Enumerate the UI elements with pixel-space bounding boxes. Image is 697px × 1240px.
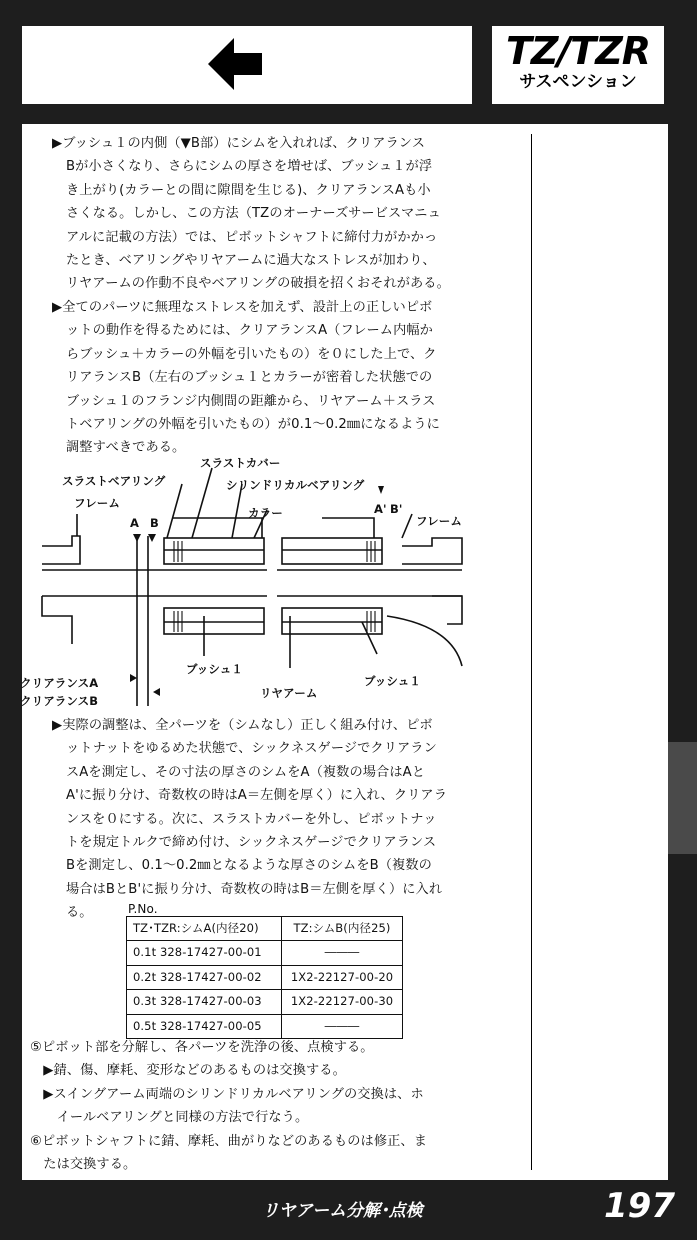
- text-line: ンスを０にする。次に、スラストカバーを外し、ピボットナッ: [66, 811, 437, 827]
- text-line: ットナットをゆるめた状態で、シックネスゲージでクリアラン: [66, 741, 437, 757]
- table-header: TZ･TZR:シムA(内径20): [127, 917, 282, 941]
- text-line: リアランスB（左右のブッシュ１とカラーが密着した状態での: [66, 370, 433, 386]
- logo-title: TZ/TZR: [505, 29, 651, 73]
- label-rear-arm: リヤアーム: [260, 686, 318, 700]
- table-row: [127, 990, 403, 1014]
- table-cell: ―――: [282, 941, 403, 965]
- table-cell: 0.3t 328-17427-00-03: [127, 990, 282, 1014]
- text-line: さくなる。しかし、この方法（TZのオーナーズサービスマニュ: [66, 206, 441, 222]
- table-row: [127, 965, 403, 989]
- text-line: ⑤ピボット部を分解し、各パーツを洗浄の後、点検する。: [30, 1040, 374, 1055]
- text-line: トを規定トルクで締め付け、シックネスゲージでクリアランス: [66, 835, 437, 851]
- paragraph-1: [52, 132, 450, 296]
- label-a: A: [130, 516, 140, 530]
- text-line: る。: [66, 905, 93, 921]
- left-arrow-icon[interactable]: [208, 38, 264, 90]
- label-clearance-b: クリアランスB: [20, 694, 99, 708]
- label-frame-left: フレーム: [74, 496, 120, 510]
- label-bush-left: ブッシュ１: [186, 662, 243, 676]
- text-line: 調整すべきである。: [66, 440, 186, 456]
- text-line: ▶実際の調整は、全パーツを（シムなし）正しく組み付け、ピボ: [52, 718, 433, 733]
- label-a-prime: A': [374, 502, 387, 516]
- paragraph-3: [52, 714, 447, 925]
- paragraph-4: [30, 1036, 427, 1176]
- column-rule: [531, 134, 532, 1170]
- text-line: アルに記載の方法）では、ピボットシャフトに締付力がかかっ: [66, 229, 438, 245]
- text-line: リヤアームの作動不良やベアリングの破損を招くおそれがある。: [66, 276, 450, 292]
- text-line: ▶全てのパーツに無理なストレスを加えず、設計上の正しいピボ: [52, 300, 433, 315]
- label-cylindrical-bearing: シリンドリカルベアリング: [226, 478, 365, 492]
- pivot-diagram: [22, 446, 522, 706]
- text-line: ⑥ピボットシャフトに錆、摩耗、曲がりなどのあるものは修正、ま: [30, 1133, 427, 1149]
- text-line: ットの動作を得るためには、クリアランスA（フレーム内幅か: [66, 323, 433, 339]
- footer-section-title: リヤアーム分解･点検: [262, 1201, 423, 1221]
- side-index-tab[interactable]: [667, 742, 697, 854]
- text-line: たとき、ベアリングやリヤアームに過大なストレスが加わり、: [66, 253, 436, 269]
- table-cell: 0.5t 328-17427-00-05: [127, 1014, 282, 1038]
- text-line: らブッシュ＋カラーの外幅を引いたもの）を０にした上で、ク: [66, 346, 437, 362]
- text-line: ▶錆、傷、摩耗、変形などのあるものは交換する。: [30, 1063, 346, 1079]
- label-bush-right: ブッシュ１: [364, 674, 421, 688]
- label-collar: カラー: [248, 506, 283, 520]
- table-cell: 0.1t 328-17427-00-01: [127, 941, 282, 965]
- text-line: トベアリングの外幅を引いたもの）が0.1〜0.2㎜になるように: [66, 417, 440, 433]
- table-cell: 1X2-22127-00-20: [282, 965, 403, 989]
- text-line: スAを測定し、その寸法の厚さのシムをA（複数の場合はAと: [66, 764, 426, 780]
- label-clearance-a: クリアランスA: [20, 676, 99, 690]
- text-line: Bが小さくなり、さらにシムの厚さを増せば、ブッシュ１が浮: [66, 159, 433, 175]
- table-cell: 1X2-22127-00-30: [282, 990, 403, 1014]
- label-thrust-bearing: スラストベアリング: [62, 474, 166, 488]
- table-row: [127, 1014, 403, 1038]
- table-header-row: [127, 917, 403, 941]
- text-line: A'に振り分け、奇数枚の時はA＝左側を厚く）に入れ、クリアラ: [66, 788, 447, 804]
- text-line: ブッシュ１のフランジ内側間の距離から、リヤアーム＋スラス: [66, 393, 436, 409]
- label-b-prime: B': [390, 502, 403, 516]
- section-logo: [492, 26, 664, 104]
- paragraph-2: [52, 296, 440, 460]
- label-b: B: [150, 516, 159, 530]
- table-header: TZ:シムB(内径25): [282, 917, 403, 941]
- text-line: 場合はBとB'に振り分け、奇数枚の時はB＝左側を厚く）に入れ: [66, 881, 443, 897]
- text-line: ▶ブッシュ１の内側（▼B部）にシムを入れれば、クリアランス: [52, 136, 425, 151]
- text-line: ▶スイングアーム両端のシリンドリカルベアリングの交換は、ホ: [30, 1086, 424, 1102]
- part-number-caption: P.No.: [128, 902, 158, 916]
- table-row: [127, 941, 403, 965]
- label-frame-right: フレーム: [416, 514, 462, 528]
- text-line: Bを測定し、0.1〜0.2㎜となるような厚さのシムをB（複数の: [66, 858, 432, 874]
- table-cell: ―――: [282, 1014, 403, 1038]
- text-line: イールベアリングと同様の方法で行なう。: [30, 1110, 309, 1126]
- page-number: 197: [604, 1186, 675, 1226]
- label-thrust-cover: スラストカバー: [200, 456, 281, 470]
- shim-parts-table: [126, 916, 403, 1039]
- logo-subtitle: サスペンション: [519, 72, 637, 92]
- text-line: たは交換する。: [30, 1157, 137, 1173]
- text-line: き上がり(カラーとの間に隙間を生じる)、クリアランスAも小: [66, 182, 431, 198]
- table-cell: 0.2t 328-17427-00-02: [127, 965, 282, 989]
- content-area: [22, 124, 668, 1180]
